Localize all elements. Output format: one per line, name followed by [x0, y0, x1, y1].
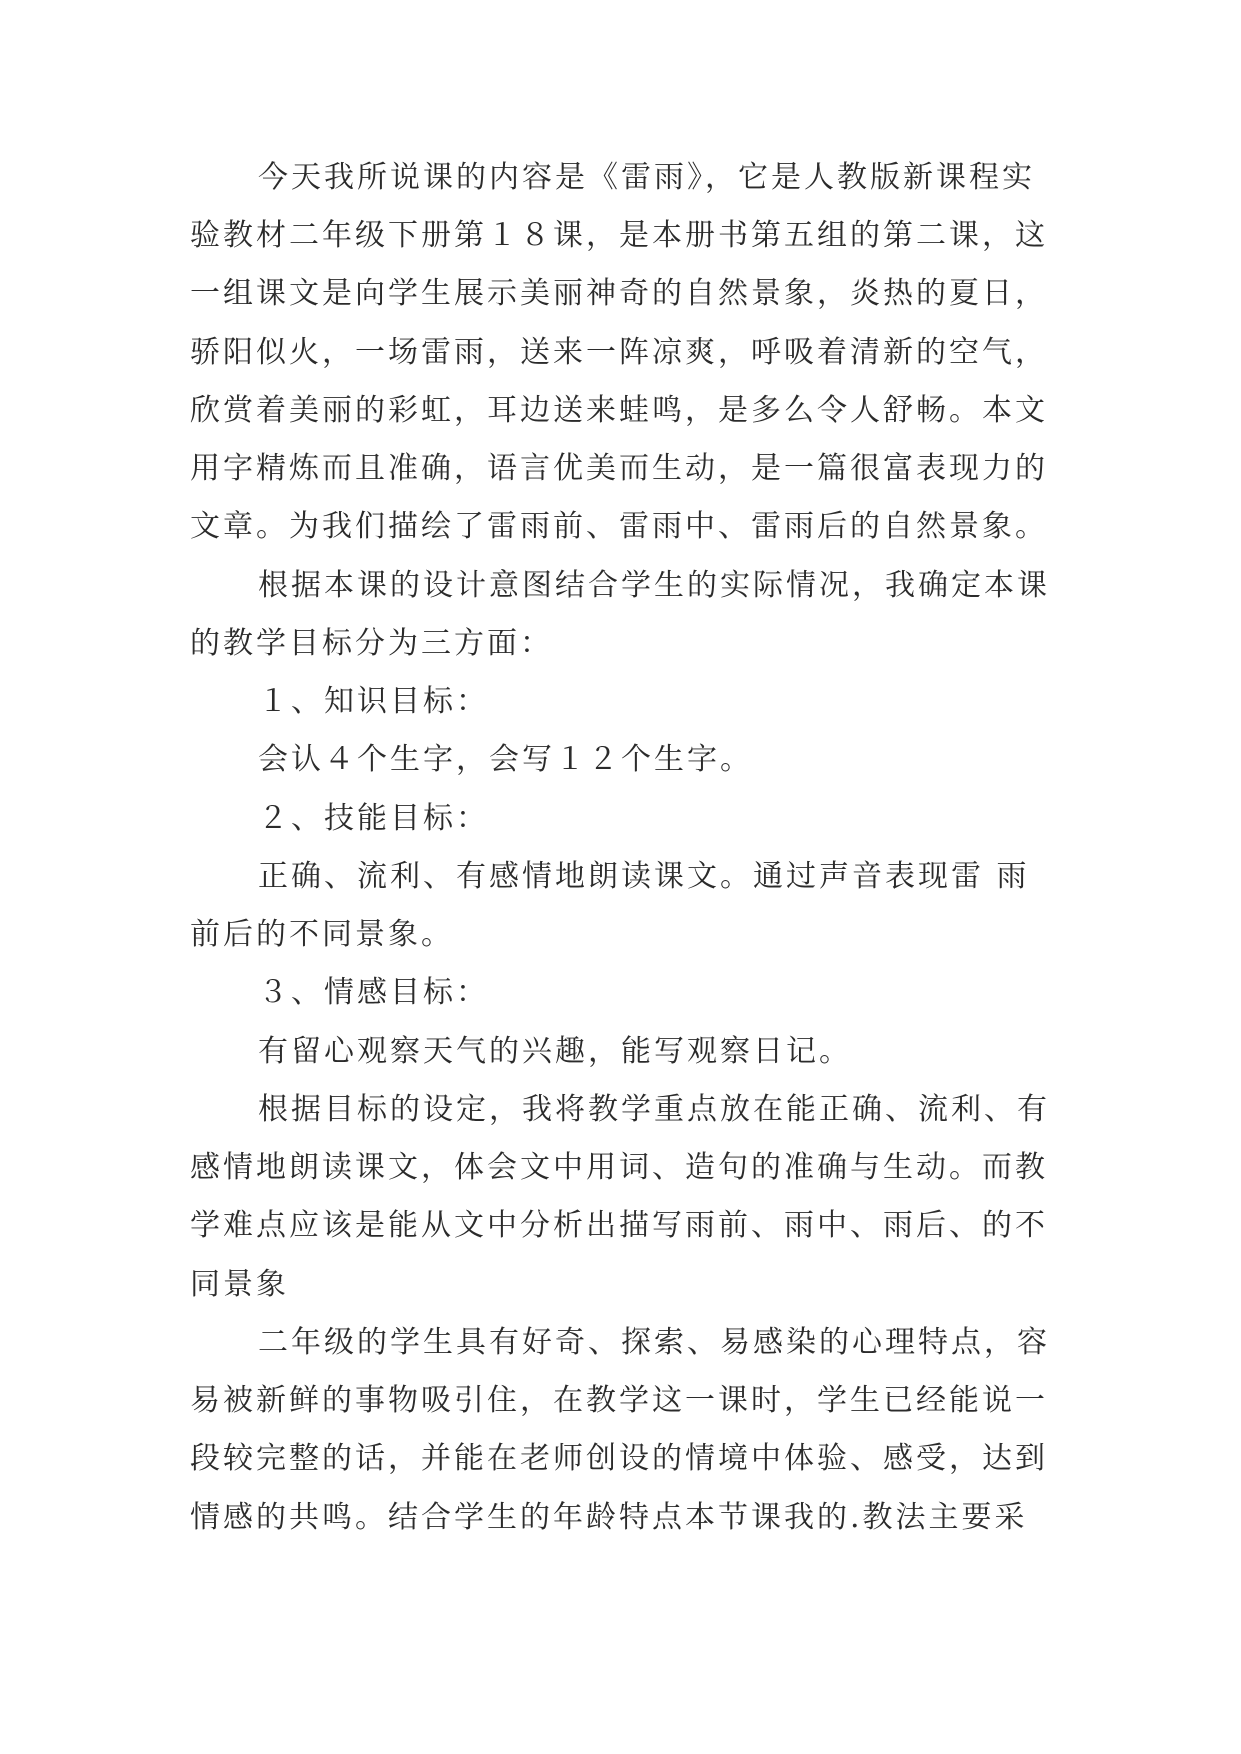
text-line: 会认４个生字，会写１２个生字。 — [258, 742, 753, 777]
text-line: 验教材二年级下册第１８课，是本册书第五组的第二课，这 — [190, 218, 1048, 253]
text-line: 前后的不同景象。 — [190, 917, 454, 952]
text-line: 用字精炼而且准确，语言优美而生动，是一篇很富表现力的 — [190, 451, 1048, 486]
text-line: 正确、流利、有感情地朗读课文。通过声音表现雷 雨 — [258, 859, 1030, 894]
section-heading: ２、技能目标： — [258, 801, 489, 836]
text-line: 骄阳似火，一场雷雨，送来一阵凉爽，呼吸着清新的空气， — [190, 335, 1048, 370]
text-line: 有留心观察天气的兴趣，能写观察日记。 — [258, 1034, 852, 1069]
section-heading: ３、情感目标： — [258, 975, 489, 1010]
text-line: 二年级的学生具有好奇、探索、易感染的心理特点，容 — [258, 1325, 1050, 1360]
text-line: 学难点应该是能从文中分析出描写雨前、雨中、雨后、的不 — [190, 1208, 1048, 1243]
text-line: 段较完整的话，并能在老师创设的情境中体验、感受，达到 — [190, 1441, 1048, 1476]
text-line: 根据本课的设计意图结合学生的实际情况，我确定本课 — [258, 568, 1050, 603]
section-heading: １、知识目标： — [258, 684, 489, 719]
text-line: 根据目标的设定，我将教学重点放在能正确、流利、有 — [258, 1092, 1050, 1127]
text-line: 文章。为我们描绘了雷雨前、雷雨中、雷雨后的自然景象。 — [190, 509, 1048, 544]
text-line: 同景象 — [190, 1267, 289, 1302]
text-line: 情感的共鸣。结合学生的年龄特点本节课我的.教法主要采 — [190, 1500, 1028, 1535]
text-line: 易被新鲜的事物吸引住，在教学这一课时，学生已经能说一 — [190, 1383, 1048, 1418]
text-line: 一组课文是向学生展示美丽神奇的自然景象，炎热的夏日， — [190, 276, 1048, 311]
text-line: 今天我所说课的内容是《雷雨》，它是人教版新课程实 — [258, 160, 1035, 195]
text-line: 感情地朗读课文，体会文中用词、造句的准确与生动。而教 — [190, 1150, 1048, 1185]
text-line: 的教学目标分为三方面： — [190, 626, 553, 661]
text-line: 欣赏着美丽的彩虹，耳边送来蛙鸣，是多么令人舒畅。本文 — [190, 393, 1048, 428]
